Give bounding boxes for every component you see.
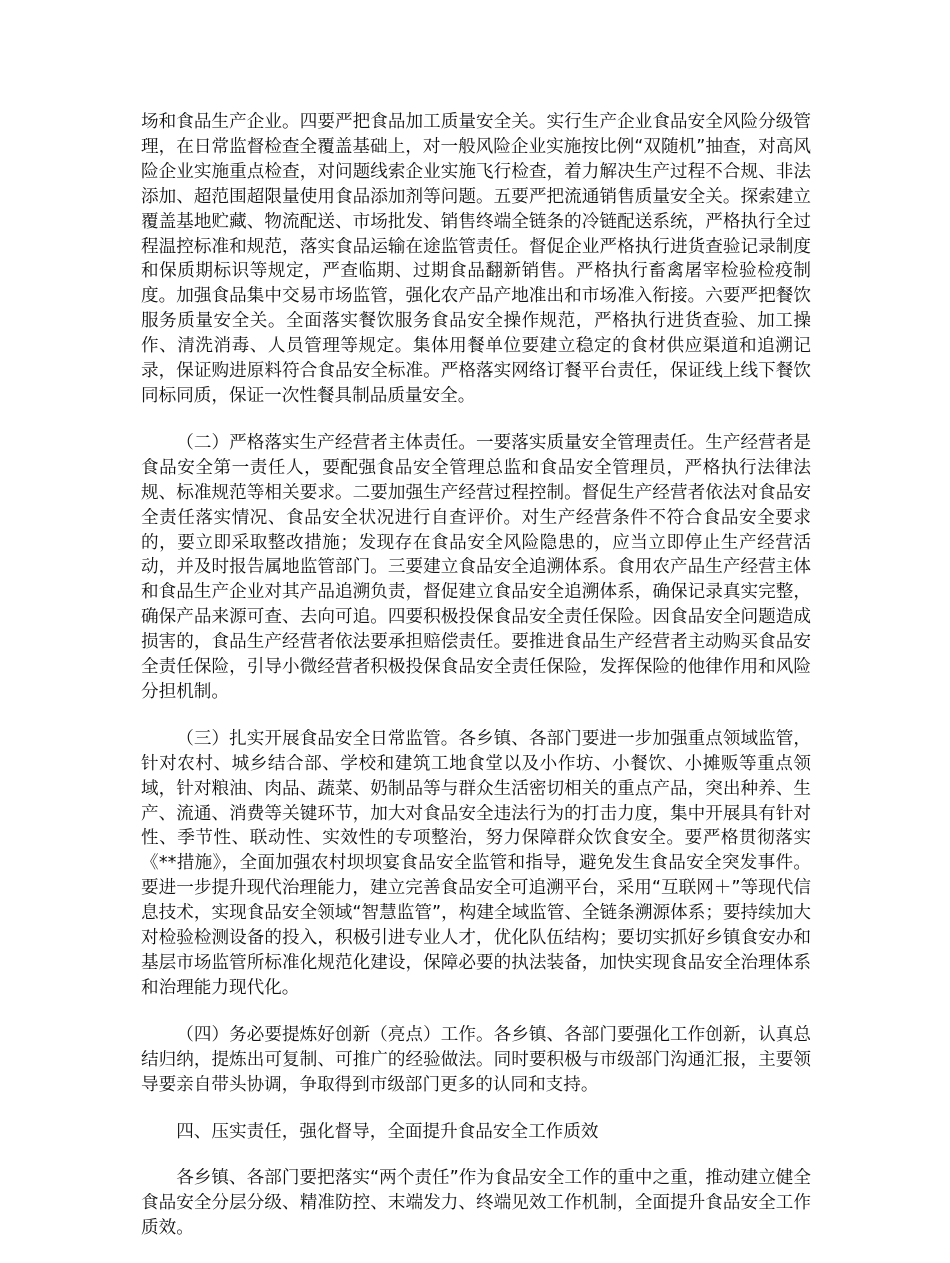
paragraph-closing: 各乡镇、各部门要把落实“两个责任”作为食品安全工作的重中之重，推动建立健全食品安全分层分级、精准防控、末端发力、终端见效工作机制，全面提升食品安全工作质效。: [141, 1168, 811, 1239]
document-page: [141, 110, 811, 1263]
paragraph-continuation: 场和食品生产企业。四要严把食品加工质量安全关。实行生产企业食品安全风险分级管理，在日常监督检查全覆盖基础上，对一般风险企业实施按比例“双随机”抽查，对高风险企业实施重点检查，对问题线索企业实施飞行检查，着力解决生产过程不合规、非法添加、超范围超限量使用食品添加剂等问题。五要严把流通销售质量安全关。探索建立覆盖基地贮藏、物流配送、市场批发、销售终端全链条的冷链配送系统，严格执行全过程温控标准和规范，落实食品运输在途监管责任。督促企业严格执行进货查验记录制度和保质期标识等规定，严查临期、过期食品翻新销售。严格执行畜禽屠宰检验检疫制度。加强食品集中交易市场监管，强化农产品产地准出和市场准入衔接。六要严把餐饮服务质量安全关。全面落实餐饮服务食品安全操作规范，严格执行进货查验、加工操作、清洗消毒、人员管理等规定。集体用餐单位要建立稳定的食材供应渠道和追溯记录，保证购进原料符合食品安全标准。严格落实网络订餐平台责任，保证线上线下餐饮同标同质，保证一次性餐具制品质量安全。: [141, 112, 811, 406]
section-heading: 四、压实责任，强化督导，全面提升食品安全工作质效: [176, 1121, 599, 1142]
paragraph-section-3: （三）扎实开展食品安全日常监管。各乡镇、各部门要进一步加强重点领域监管，针对农村、城乡结合部、学校和建筑工地食堂以及小作坊、小餐饮、小摊贩等重点领域，针对粮油、肉品、蔬菜、奶制品等与群众生活密切相关的重点产品，突出种养、生产、流通、消费等关键环节，加大对食品安全违法行为的打击力度，集中开展具有针对性、季节性、联动性、实效性的专项整治，努力保障群众饮食安全。要严格贯彻落实《**措施》，全面加强农村坝坝宴食品安全监管和指导，避免发生食品安全突发事件。要进一步提升现代治理能力，建立完善食品安全可追溯平台，采用“互联网＋”等现代信息技术，实现食品安全领域“智慧监管”，构建全域监管、全链条溯源体系；要持续加大对检验检测设备的投入，积极引进专业人才，优化队伍结构；要切实抓好乡镇食安办和基层市场监管所标准化规范化建设，保障必要的执法装备，加快实现食品安全治理体系和治理能力现代化。: [141, 728, 811, 998]
paragraph-section-4: （四）务必要提炼好创新（亮点）工作。各乡镇、各部门要强化工作创新，认真总结归纳，提炼出可复制、可推广的经验做法。同时要积极与市级部门沟通汇报，主要领导要亲自带头协调，争取得到市级部门更多的认同和支持。: [141, 1024, 811, 1095]
paragraph-section-2: （二）严格落实生产经营者主体责任。一要落实质量安全管理责任。生产经营者是食品安全第一责任人，要配强食品安全管理总监和食品安全管理员，严格执行法律法规、标准规范等相关要求。二要加强生产经营过程控制。督促生产经营者依法对食品安全责任落实情况、食品安全状况进行自查评价。对生产经营条件不符合食品安全要求的，要立即采取整改措施；发现存在食品安全风险隐患的，应当立即停止生产经营活动，并及时报告属地监管部门。三要建立食品安全追溯体系。食用农产品生产经营主体和食品生产企业对其产品追溯负责，督促建立食品安全追溯体系，确保记录真实完整，确保产品来源可查、去向可追。四要积极投保食品安全责任保险。因食品安全问题造成损害的，食品生产经营者依法要承担赔偿责任。要推进食品生产经营者主动购买食品安全责任保险，引导小微经营者积极投保食品安全责任保险，发挥保险的他律作用和风险分担机制。: [141, 432, 811, 702]
